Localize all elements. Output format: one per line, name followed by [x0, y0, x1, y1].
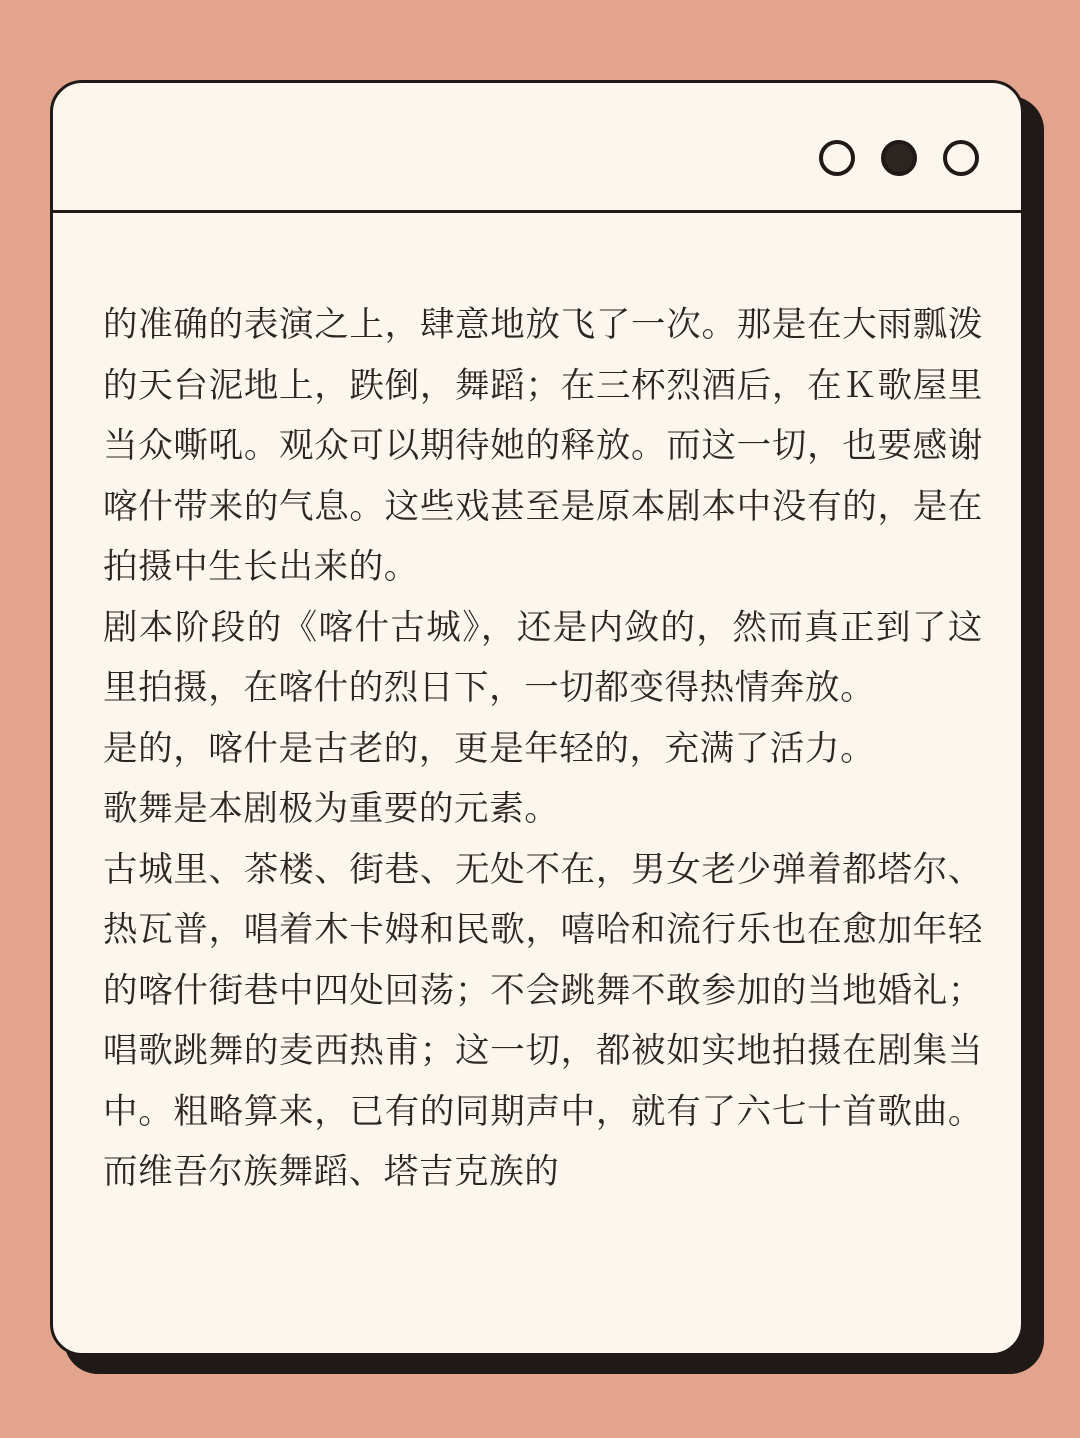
window-card	[50, 80, 1024, 1356]
window-header	[53, 83, 1021, 213]
paragraph: 剧本阶段的《喀什古城》，还是内敛的，然而真正到了这里拍摄，在喀什的烈日下，一切都变得热情奔放。	[103, 607, 983, 708]
paragraph: 古城里、茶楼、街巷、无处不在，男女老少弹着都塔尔、热瓦普，唱着木卡姆和民歌，嘻哈和流行乐也在愈加年轻的喀什街巷中四处回荡；不会跳舞不敢参加的当地婚礼；唱歌跳舞的麦西热甫；这一切，都被如实地拍摄在剧集当中。粗略算来，已有的同期声中，就有了六七十首歌曲。而维吾尔族舞蹈、塔吉克族的	[103, 849, 983, 1192]
window-dot-left[interactable]	[819, 140, 855, 176]
paragraph: 歌舞是本剧极为重要的元素。	[103, 789, 560, 829]
window-dot-middle[interactable]	[881, 140, 917, 176]
window-controls	[819, 140, 979, 176]
window-dot-right[interactable]	[943, 140, 979, 176]
paragraph: 是的，喀什是古老的，更是年轻的，充满了活力。	[103, 728, 876, 769]
paragraph: 的准确的表演之上，肆意地放飞了一次。那是在大雨瓢泼的天台泥地上，跌倒，舞蹈；在三杯烈酒后，在Ｋ歌屋里当众嘶吼。观众可以期待她的释放。而这一切，也要感谢喀什带来的气息。这些戏甚至是原本剧本中没有的，是在拍摄中生长出来的。	[103, 305, 983, 587]
article-body	[103, 295, 983, 1203]
